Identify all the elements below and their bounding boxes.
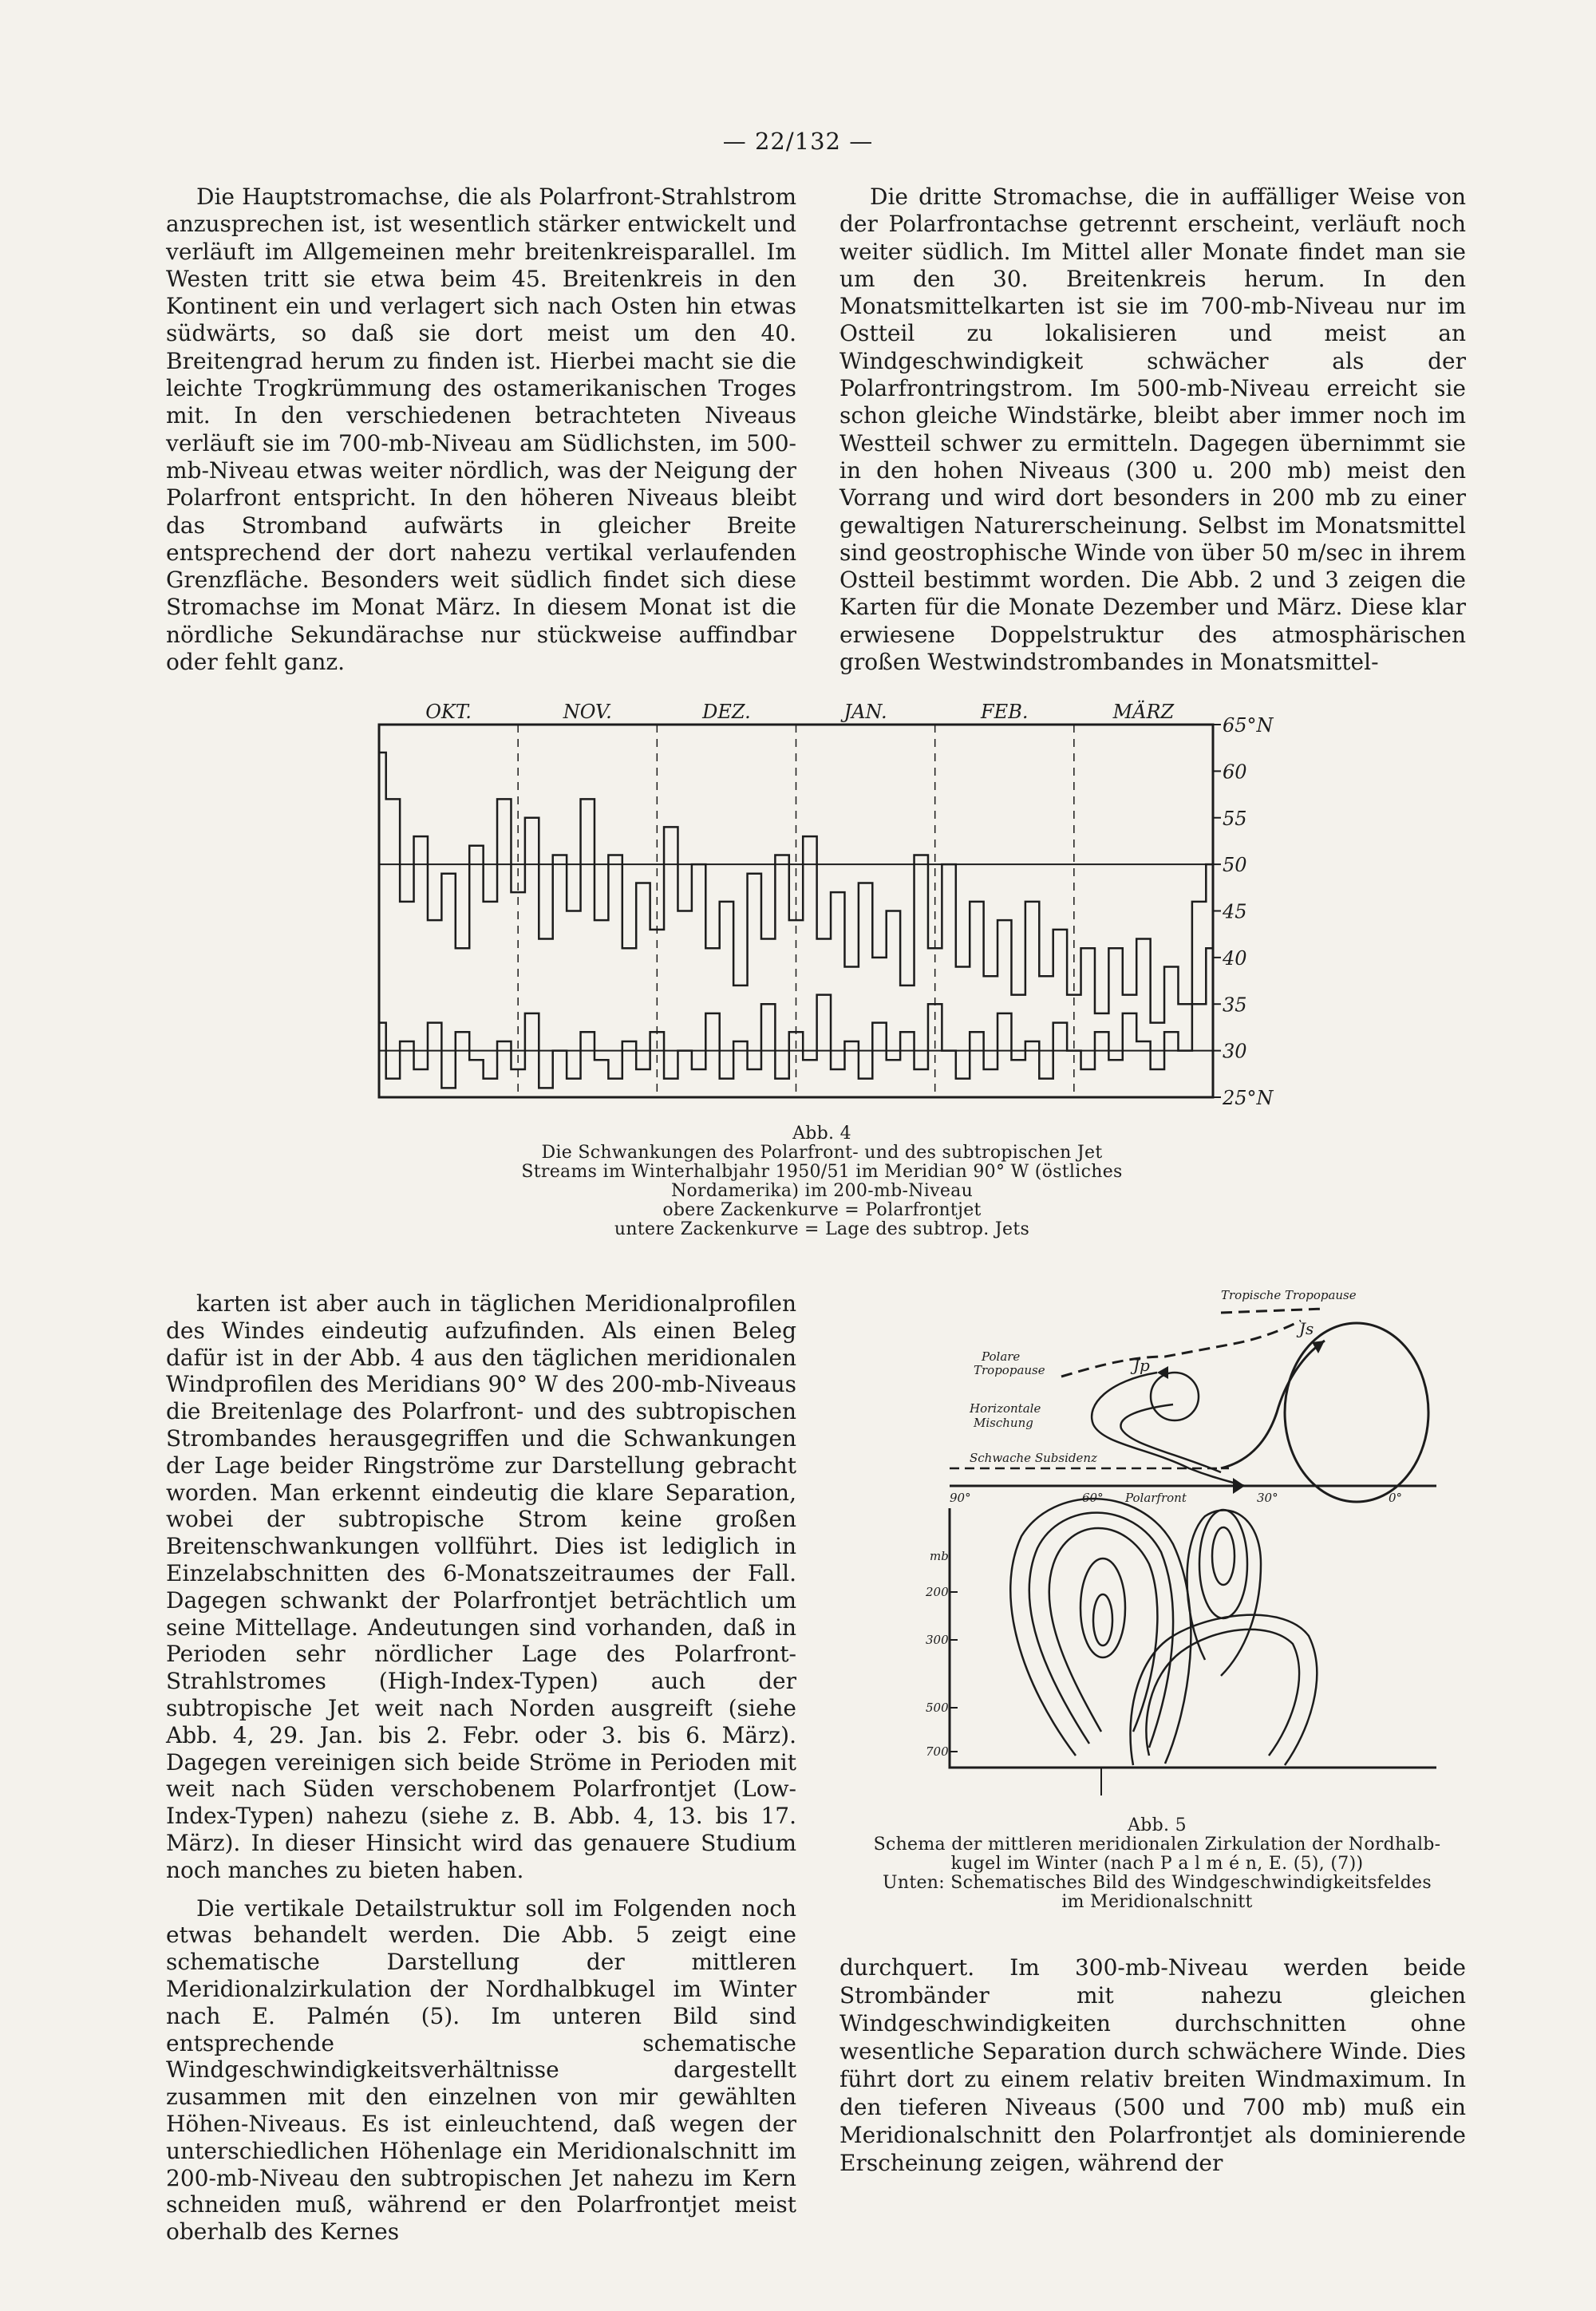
level-unit: mb <box>930 1549 949 1563</box>
paragraph: Die dritte Stromachse, die in auffälliger Weise von der Polarfrontachse getrennt erscheint, verläuft noch weiter südlich. Im Mittel aller Monate findet man sie um den 30. Breitenkreis herum. In den Monatsmittelkarten ist sie im 700-mb-Niveau nur im Ostteil zu lokalisieren und meist an Windgeschwindigkeit schwächer als der Polarfrontringstrom. Im 500-mb-Niveau erreicht sie schon gleiche Windstärke, bleibt aber immer noch im Westteil schwer zu ermitteln. Dagegen übernimmt sie in den hohen Niveaus (300 u. 200 mb) meist den Vorrang und wird dort besonders in 200 mb zu einer gewaltigen Naturerscheinung. Selbst im Monatsmittel sind geostrophische Winde von über 50 m/sec in ihrem Ostteil bestimmt worden. Die Abb. 2 und 3 zeigen die Karten für die Monate Dezember und März. Diese klar erwiesene Doppelstruktur des atmosphärischen großen Westwindstrombandes in Monatsmittel- <box>839 184 1466 676</box>
isotach <box>1187 1511 1262 1677</box>
text-column-3 <box>166 1290 796 2246</box>
caption-line: kugel im Winter (nach P a l m é n, E. (5), (7)) <box>950 1854 1364 1874</box>
caption-line: Die Schwankungen des Polarfront- und des subtropischen Jet <box>541 1143 1103 1163</box>
caption-line: obere Zackenkurve = Polarfrontjet <box>662 1200 982 1220</box>
label-tropical-tropopause: Tropische Tropopause <box>1221 1288 1357 1302</box>
level-label: 200 <box>926 1585 949 1599</box>
axis-label: 90° <box>950 1491 971 1505</box>
caption-line: Streams im Winterhalbjahr 1950/51 im Meridian 90° W (östliches <box>521 1162 1123 1182</box>
tropical-tropopause-line <box>1221 1309 1325 1313</box>
isotach-core <box>1199 1510 1247 1618</box>
axis-label: 0° <box>1389 1491 1403 1505</box>
month-label: FEB. <box>981 701 1029 723</box>
paragraph: karten ist aber auch in täglichen Meridionalprofilen des Windes eindeutig aufzufinden. Als einen Beleg dafür ist in der Abb. 4 aus den täglichen meridionalen Windprofilen des Meridians 90° W des 200-mb-Niveaus die Breitenlage des Polarfront- und des subtropischen Strombandes herausgegriffen und die Schwankungen der Lage beider Ringströme zur Darstellung gebracht worden. Man erkennt eindeutig die klare Separation, wobei der subtropische Strom keine großen Breitenschwankungen vollführt. Dies ist lediglich in Einzelabschnitten des 6-Monatszeitraumes der Fall. Dagegen schwankt der Polarfrontjet beträchtlich um seine Mittellage. Andeutungen sind vorhanden, daß in Perioden sehr nördlicher Lage des Polarfront-Strahlstromes (High-Index-Typen) auch der subtropische Jet weit nach Norden ausgreift (siehe Abb. 4, 29. Jan. bis 2. Febr. oder 3. bis 6. März). Dagegen vereinigen sich beide Ströme in Perioden mit weit nach Süden verschobenem Polarfrontjet (Low-Index-Typen) nahezu (siehe z. B. Abb. 4, 13. bis 17. März). In dieser Hinsicht wird das genauere Studium noch manches zu bieten haben. <box>166 1290 796 1883</box>
level-label: 300 <box>926 1633 949 1647</box>
month-label: MÄRZ <box>1112 701 1175 723</box>
y-tick-label: 40 <box>1223 946 1247 970</box>
arrow-head <box>1312 1341 1325 1353</box>
polar-cell <box>1151 1373 1199 1420</box>
caption-title: Abb. 4 <box>792 1124 851 1144</box>
text-column-4 <box>839 1953 1466 2177</box>
y-tick-labels <box>1222 714 1274 1109</box>
axis-label: 60° <box>1082 1491 1104 1505</box>
month-label: DEZ. <box>702 701 751 723</box>
paragraph: Die Hauptstromachse, die als Polarfront-Strahlstrom anzusprechen ist, ist wesentlich stärker entwickelt und verläuft im Allgemeinen mehr breitenkreisparallel. Im Westen tritt sie etwa beim 45. Breitenkreis in den Kontinent ein und verlagert sich nach Osten hin etwas südwärts, so daß sie dort meist um den 40. Breitengrad herum zu finden ist. Hierbei macht sie die leichte Trogkrümmung des ostamerikanischen Troges mit. In den verschiedenen betrachteten Niveaus verläuft sie im 700-mb-Niveau am Südlichsten, im 500-mb-Niveau etwas weiter nördlich, was der Neigung der Polarfront entspricht. In den höheren Niveaus bleibt das Stromband aufwärts in gleicher Breite entsprechend der dort nahezu vertikal verlaufenden Grenzfläche. Besonders weit südlich findet sich diese Stromachse im Monat März. In diesem Monat ist die nördliche Sekundärachse nur stückweise auffindbar oder fehlt ganz. <box>166 184 796 676</box>
label-jp: Jp <box>1133 1356 1150 1375</box>
label-horizontal-mixing: Horizontale <box>970 1401 1041 1416</box>
isotach-core <box>1093 1594 1112 1645</box>
label-horizontal-mixing: Mischung <box>974 1416 1033 1430</box>
y-tick-label: 60 <box>1223 760 1247 784</box>
y-tick-label: 65°N <box>1223 714 1274 737</box>
y-tick-label: 30 <box>1223 1040 1247 1063</box>
y-tick-label: 55 <box>1223 807 1247 830</box>
axis-label: Polarfront <box>1125 1491 1187 1505</box>
paragraph: Die vertikale Detailstruktur soll im Folgenden noch etwas behandelt werden. Die Abb. 5 zeigt eine schematische Darstellung der mittleren Meridionalzirkulation der Nordhalbkugel im Winter nach E. Palmén (5). Im unteren Bild sind entsprechende schematische Windgeschwindigkeitsverhältnisse dargestellt zusammen mit den einzelnen von mir gewählten Höhen-Niveaus. Es ist einleuchtend, daß wegen der unterschiedlichen Höhenlage ein Meridionalschnitt im 200-mb-Niveau den subtropischen Jet nahezu im Kern schneiden muß, während er den Polarfrontjet meist oberhalb des Kernes <box>166 1894 796 2246</box>
caption-line: Unten: Schematisches Bild des Windgeschwindigkeitsfeldes <box>883 1873 1432 1893</box>
hadley-inflow <box>1221 1341 1325 1468</box>
isotach <box>1010 1499 1191 1764</box>
isotach-core <box>1212 1527 1235 1585</box>
month-labels <box>425 700 1175 723</box>
lower-frame <box>950 1508 1436 1768</box>
text-column-2 <box>839 184 1466 676</box>
y-tick-label: 25°N <box>1223 1087 1274 1109</box>
hadley-cell <box>1285 1323 1428 1502</box>
isotach <box>1146 1630 1299 1756</box>
y-tick-label: 45 <box>1223 900 1247 923</box>
caption-title: Abb. 5 <box>1128 1815 1187 1835</box>
paragraph: durchquert. Im 300-mb-Niveau werden beide Strombänder mit nahezu gleichen Windgeschwindigkeiten durchschnitten ohne wesentliche Separation durch schwächere Winde. Dies führt dort zu einem relativ breiten Windmaximum. In den tieferen Niveaus (500 und 700 mb) muß ein Meridionalschnitt den Polarfrontjet als dominierende Erscheinung zeigen, während der <box>839 1954 1466 2176</box>
y-tick-label: 50 <box>1223 854 1247 877</box>
month-label: NOV. <box>563 701 612 723</box>
caption-line: Schema der mittleren meridionalen Zirkulation der Nordhalb- <box>873 1835 1441 1855</box>
label-subsidence: Schwache Subsidenz <box>970 1451 1097 1465</box>
label-polar-tropopause: Polare <box>982 1349 1021 1364</box>
page-number: — 22/132 — <box>722 128 874 155</box>
label-polar-tropopause: Tropopause <box>974 1363 1045 1377</box>
isotach <box>1131 1615 1317 1765</box>
polar-tropopause-line <box>1061 1321 1301 1377</box>
figure-5-caption <box>830 1816 1484 1912</box>
caption-line: untere Zackenkurve = Lage des subtrop. Jets <box>614 1219 1030 1239</box>
isotach-core <box>1080 1558 1125 1657</box>
caption-line: Nordamerika) im 200-mb-Niveau <box>670 1181 974 1201</box>
caption-line: im Meridionalschnitt <box>1061 1892 1253 1912</box>
axis-label: 30° <box>1257 1491 1278 1505</box>
figure-4-caption <box>463 1124 1181 1239</box>
text-column-1 <box>166 184 796 676</box>
figure-4-chart <box>367 694 1277 1109</box>
isotach <box>1029 1513 1173 1748</box>
label-js: Js <box>1299 1319 1314 1338</box>
level-label: 500 <box>926 1701 949 1715</box>
y-tick-label: 35 <box>1223 994 1247 1017</box>
arrow-head <box>1233 1478 1245 1494</box>
month-label: OKT. <box>425 701 472 723</box>
mixing-loop-inner <box>1120 1404 1221 1472</box>
figure-5-schematic <box>894 1277 1436 1803</box>
month-label: JAN. <box>843 701 887 723</box>
level-label: 700 <box>926 1744 949 1759</box>
arrow-head <box>1157 1366 1168 1379</box>
